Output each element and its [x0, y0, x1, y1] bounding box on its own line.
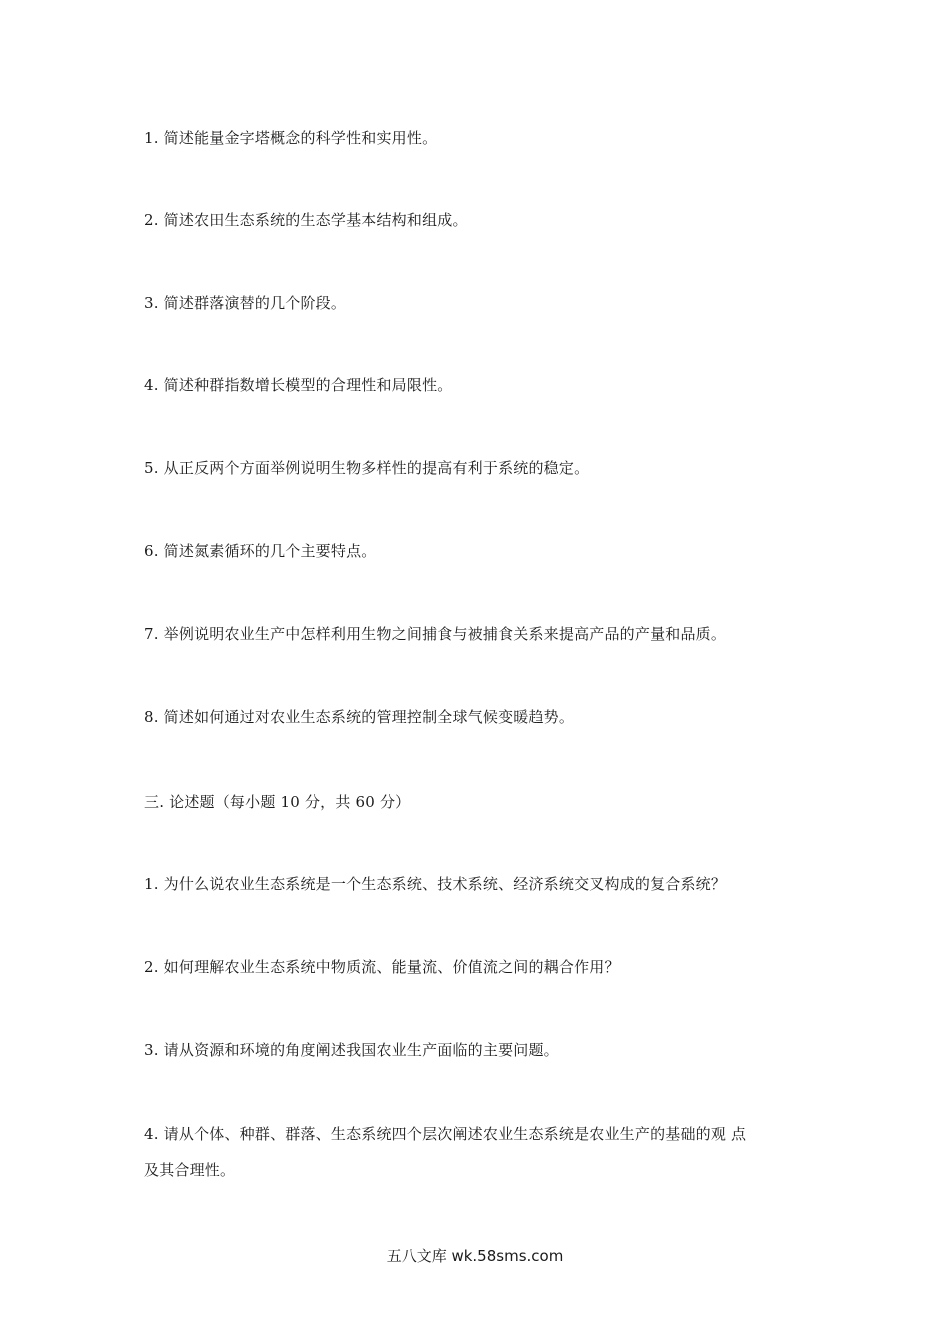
question-3-1: 1. 为什么说农业生态系统是一个生态系统、技术系统、经济系统交叉构成的复合系统？ [144, 875, 727, 893]
question-3-4: 4. 请从个体、种群、群落、生态系统四个层次阐述农业生态系统是农业生产的基础的观 点 [144, 1125, 747, 1143]
question-3-4-continued: 及其合理性。 [144, 1161, 236, 1179]
question-2-8: 8. 简述如何通过对农业生态系统的管理控制全球气候变暖趋势。 [144, 708, 575, 726]
question-2-4: 4. 简述种群指数增长模型的合理性和局限性。 [144, 376, 453, 394]
question-2-5: 5. 从正反两个方面举例说明生物多样性的提高有利于系统的稳定。 [144, 459, 590, 477]
question-2-3: 3. 简述群落演替的几个阶段。 [144, 294, 347, 312]
section-three-heading: 三. 论述题（每小题 10 分，共 60 分） [144, 793, 411, 811]
question-2-2: 2. 简述农田生态系统的生态学基本结构和组成。 [144, 211, 468, 229]
question-3-3: 3. 请从资源和环境的角度阐述我国农业生产面临的主要问题。 [144, 1041, 559, 1059]
question-2-6: 6. 简述氮素循环的几个主要特点。 [144, 542, 377, 560]
question-2-1: 1. 简述能量金字塔概念的科学性和实用性。 [144, 129, 438, 147]
question-2-7: 7. 举例说明农业生产中怎样利用生物之间捕食与被捕食关系来提高产品的产量和品质。 [144, 625, 727, 643]
question-3-2: 2. 如何理解农业生态系统中物质流、能量流、价值流之间的耦合作用？ [144, 958, 620, 976]
footer-watermark: 五八文库 wk.58sms.com [386, 1247, 564, 1265]
